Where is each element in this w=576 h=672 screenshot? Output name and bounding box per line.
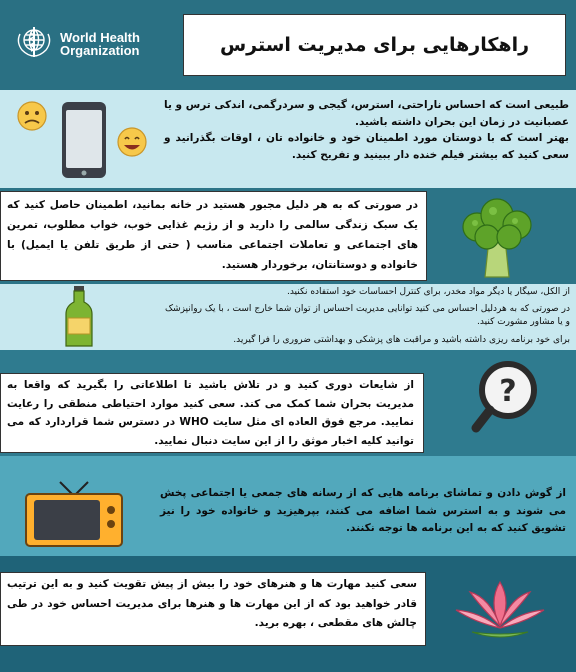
section-substances-text [165, 286, 570, 347]
section-substances-paragraph-2: در صورتی که به هردلیل احساس می کنید توانایی مدیریت احساس از توان شما خارج است ، با یک روانپزشک و یا مشاور مشورت کنید. [165, 304, 570, 327]
section-substances-paragraph-3: برای خود برنامه ریزی داشته باشید و مراقبت های پزشکی و بهداشتی ضروری را فرا گیرید. [233, 335, 570, 345]
section-lifestyle-box [0, 191, 427, 281]
section-emotions-paragraph-2: بهتر است که با دوستان مورد اطمینان خود و خانواده تان ، اوقات بگذرانید و سعی کنید که بیشتر فیلم خنده دار ببینید و تفریح کنید. [164, 132, 569, 161]
section-information-box [0, 373, 424, 453]
section-lifestyle-paragraph-1: در صورتی که به هر دلیل مجبور هستید در خانه بمانید، اطمینان حاصل کنید که یک سبک زندگی سالمی را دارید و از رژیم غذایی خوب، خواب مطلوب، تمرین های اجتماعی و تعاملات اجتماعی مناسب ( حتی از طریق تلفن یا ایمیل) با خانواده و دوستانتان، برخوردار هستید. [7, 199, 418, 271]
section-media-text [160, 485, 566, 538]
title-box [183, 14, 566, 76]
tv-icon [24, 480, 124, 550]
who-name-line2: Organization [60, 43, 140, 58]
who-emblem-icon [14, 24, 54, 64]
bottle-icon [62, 286, 96, 348]
who-logo [14, 24, 140, 64]
page-title: راهکارهایی برای مدیریت استرس [219, 34, 530, 56]
section-emotions-paragraph-1: طبیعی است که احساس ناراحتی، استرس، گیجی و سردرگمی، اندکی ترس و یا عصبانیت در زمان این بحران داشته باشید. [164, 99, 569, 128]
broccoli-icon [455, 193, 541, 281]
lotus-icon [450, 576, 550, 646]
phone-emoji-icon [10, 96, 160, 184]
section-skills-box [0, 572, 426, 646]
svg-text:?: ? [499, 374, 517, 409]
who-name-line1: World Health [60, 30, 140, 45]
header [0, 0, 576, 90]
section-skills-paragraph-1: سعی کنید مهارت ها و هنرهای خود را بیش از پیش تقویت کنید و به این ترتیب قادر خواهید بود که از این مهارت ها و هنرها برای مدیریت احساس خود در طی چالش های مقطعی ، بهره برید. [7, 578, 417, 629]
magnifier-question-icon [470, 356, 544, 442]
section-information-paragraph-1: از شایعات دوری کنید و در تلاش باشید تا اطلاعاتی را بگیرید که واقعا به مدیریت بحران شما کمک می کند. سعی کنید موارد احتیاطی منطقی را رعایت نمایید. مرجع فوق العاده ای مثل سایت WHO در دسترس شما قراردارد که می توانید کلیه اخبار موثق را از این سایت دنبال نمایید. [7, 379, 414, 447]
section-substances-paragraph-1: از الکل، سیگار یا دیگر مواد مخدر، برای کنترل احساسات خود استفاده نکنید. [286, 287, 570, 297]
section-media-paragraph-1: از گوش دادن و تماشای برنامه هایی که از رسانه های جمعی یا اجتماعی پخش می شوند و به استرس شما اضافه می کنند، بپرهیزید و خانواده خود را نیز تشویق کنید که به این برنامه ها توجه نکنند. [160, 487, 566, 534]
section-emotions-text [164, 97, 569, 163]
